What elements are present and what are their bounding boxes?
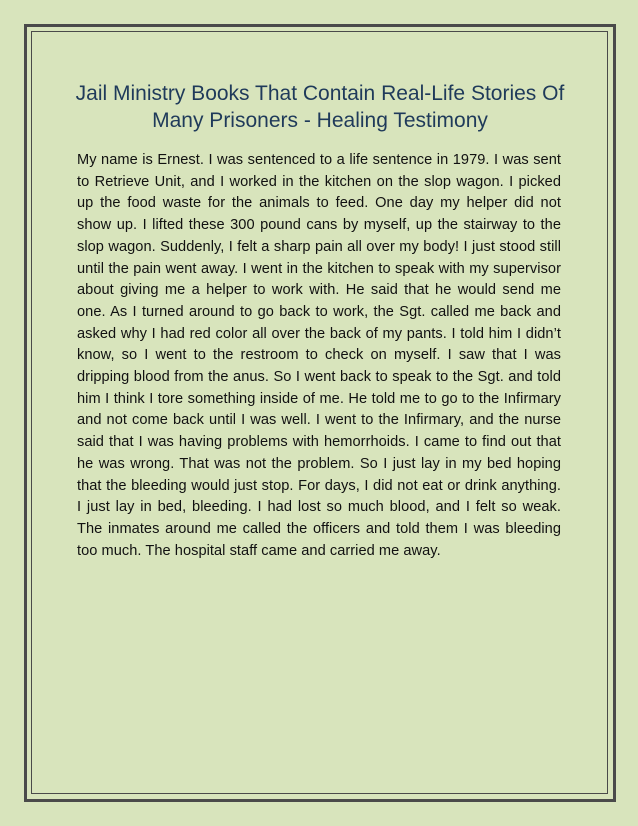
- testimony-paragraph: My name is Ernest. I was sentenced to a life sentence in 1979. I was sent to Retrieve Unit, and I worked in the kitchen on the slop wagon. I picked up the food waste for the animals to feed. One day my helper did not show up. I lifted these 300 pound cans by myself, up the stairway to the slop wagon. Suddenly, I felt a sharp pain all over my body! I just stood still until the pain went away. I went in the kitchen to speak with my supervisor about giving me a helper to work with. He said that he would send me one. As I turned around to go back to work, the Sgt. called me back and asked why I had red color all over the back of my pants. I told him I didn’t know, so I went to the restroom to check on myself. I saw that I was dripping blood from the anus. So I went back to speak to the Sgt. and told him I think I tore something inside of me. He told me to go to the Infirmary and not come back until I was well. I went to the Infirmary, and the nurse said that I was having problems with hemorrhoids. I came to find out that he was wrong. That was not the problem. So I just lay in my bed hoping that the bleeding would just stop. For days, I did not eat or drink anything. I just lay in bed, bleeding. I had lost so much blood, and I felt so weak. The inmates around me called the officers and told them I was bleeding too much. The hospital staff came and carried me away.: [77, 152, 561, 559]
- document-title: Jail Ministry Books That Contain Real-Life Stories Of Many Prisoners - Healing Testimony: [75, 82, 565, 132]
